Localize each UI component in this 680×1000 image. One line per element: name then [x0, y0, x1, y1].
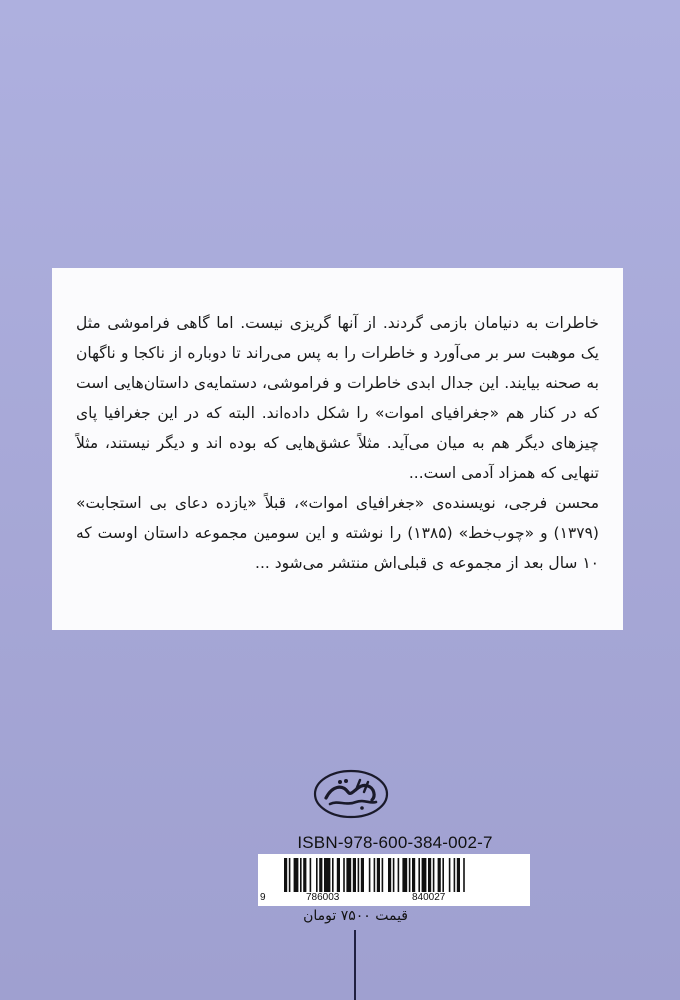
barcode-bar: [358, 858, 360, 892]
barcode-bar: [449, 858, 451, 892]
barcode-bar: [324, 858, 330, 892]
barcode-bar: [377, 858, 380, 892]
barcode-bar: [412, 858, 415, 892]
barcode-bar: [388, 858, 391, 892]
barcode-bar: [402, 858, 407, 892]
barcode-bar: [316, 858, 318, 892]
barcode-bar: [457, 858, 460, 892]
blurb-box: [52, 268, 623, 630]
blurb-text: [76, 308, 599, 578]
barcode-bar: [294, 858, 299, 892]
barcode-bar: [409, 858, 411, 892]
publisher-logo-icon: [312, 768, 390, 820]
barcode-bar: [393, 858, 395, 892]
barcode-bar: [300, 858, 302, 892]
barcode-bar: [310, 858, 312, 892]
barcode-bar: [398, 858, 400, 892]
barcode-bar: [319, 858, 322, 892]
barcode-bar: [353, 858, 356, 892]
barcode-digit-first: 9: [260, 892, 266, 903]
barcode-bar: [438, 858, 441, 892]
barcode-bar: [454, 858, 456, 892]
barcode-bar: [343, 858, 345, 892]
barcode-bar: [418, 858, 420, 892]
barcode-bar: [374, 858, 376, 892]
publisher-logo: [312, 768, 390, 820]
barcode-digits-left: 786003: [306, 892, 340, 903]
blurb-paragraph-1: خاطرات به دنیامان بازمی گردند. از آنها گریزی نیست. اما گاهی فراموشی مثل یک موهبت سر بر می‌آورد و خاطرات را به پس می‌راند تا دوباره از ناکجا و ناگهان به صحنه بیایند. این جدال ابدی خاطرات و فراموشی، دستمایه‌ی داستان‌هایی است که در کنار هم «جغرافیای اموات» را شکل داده‌اند. البته که در این جغرافیا پای چیزهای دیگر هم به میان می‌آید. مثلاً عشق‌هایی که بوده اند و دیگر نیستند، مثلاً تنهایی که همزاد آدمی است...: [76, 314, 599, 482]
blurb-paragraph-2: محسن فرجی، نویسنده‌ی «جغرافیای اموات»، قبلاً «یازده دعای بی استجابت» (۱۳۷۹) و «چوب‌خط» (۱۳۸۵) را نوشته و این سومین مجموعه داستان اوست که ۱۰ سال بعد از مجموعه ی قبلی‌اش منتشر می‌شود ...: [76, 494, 599, 572]
barcode-bar: [289, 858, 291, 892]
barcode: [258, 854, 530, 906]
barcode-bar: [433, 858, 435, 892]
barcode-bar: [422, 858, 427, 892]
barcode-bar: [332, 858, 334, 892]
barcode-bar: [382, 858, 384, 892]
barcode-bar: [303, 858, 306, 892]
barcode-bar: [463, 858, 465, 892]
barcode-digits-right: 840027: [412, 892, 446, 903]
barcode-bar: [428, 858, 431, 892]
barcode-bar: [284, 858, 287, 892]
barcode-bar: [442, 858, 444, 892]
barcode-bar: [361, 858, 364, 892]
divider-line: [354, 930, 356, 1000]
isbn-label: ISBN-978-600-384-002-7: [297, 833, 493, 852]
barcode-bar: [346, 858, 351, 892]
barcode-bar: [369, 858, 371, 892]
barcode-bar: [337, 858, 340, 892]
price-label: قیمت ۷۵۰۰ تومان: [303, 908, 408, 924]
